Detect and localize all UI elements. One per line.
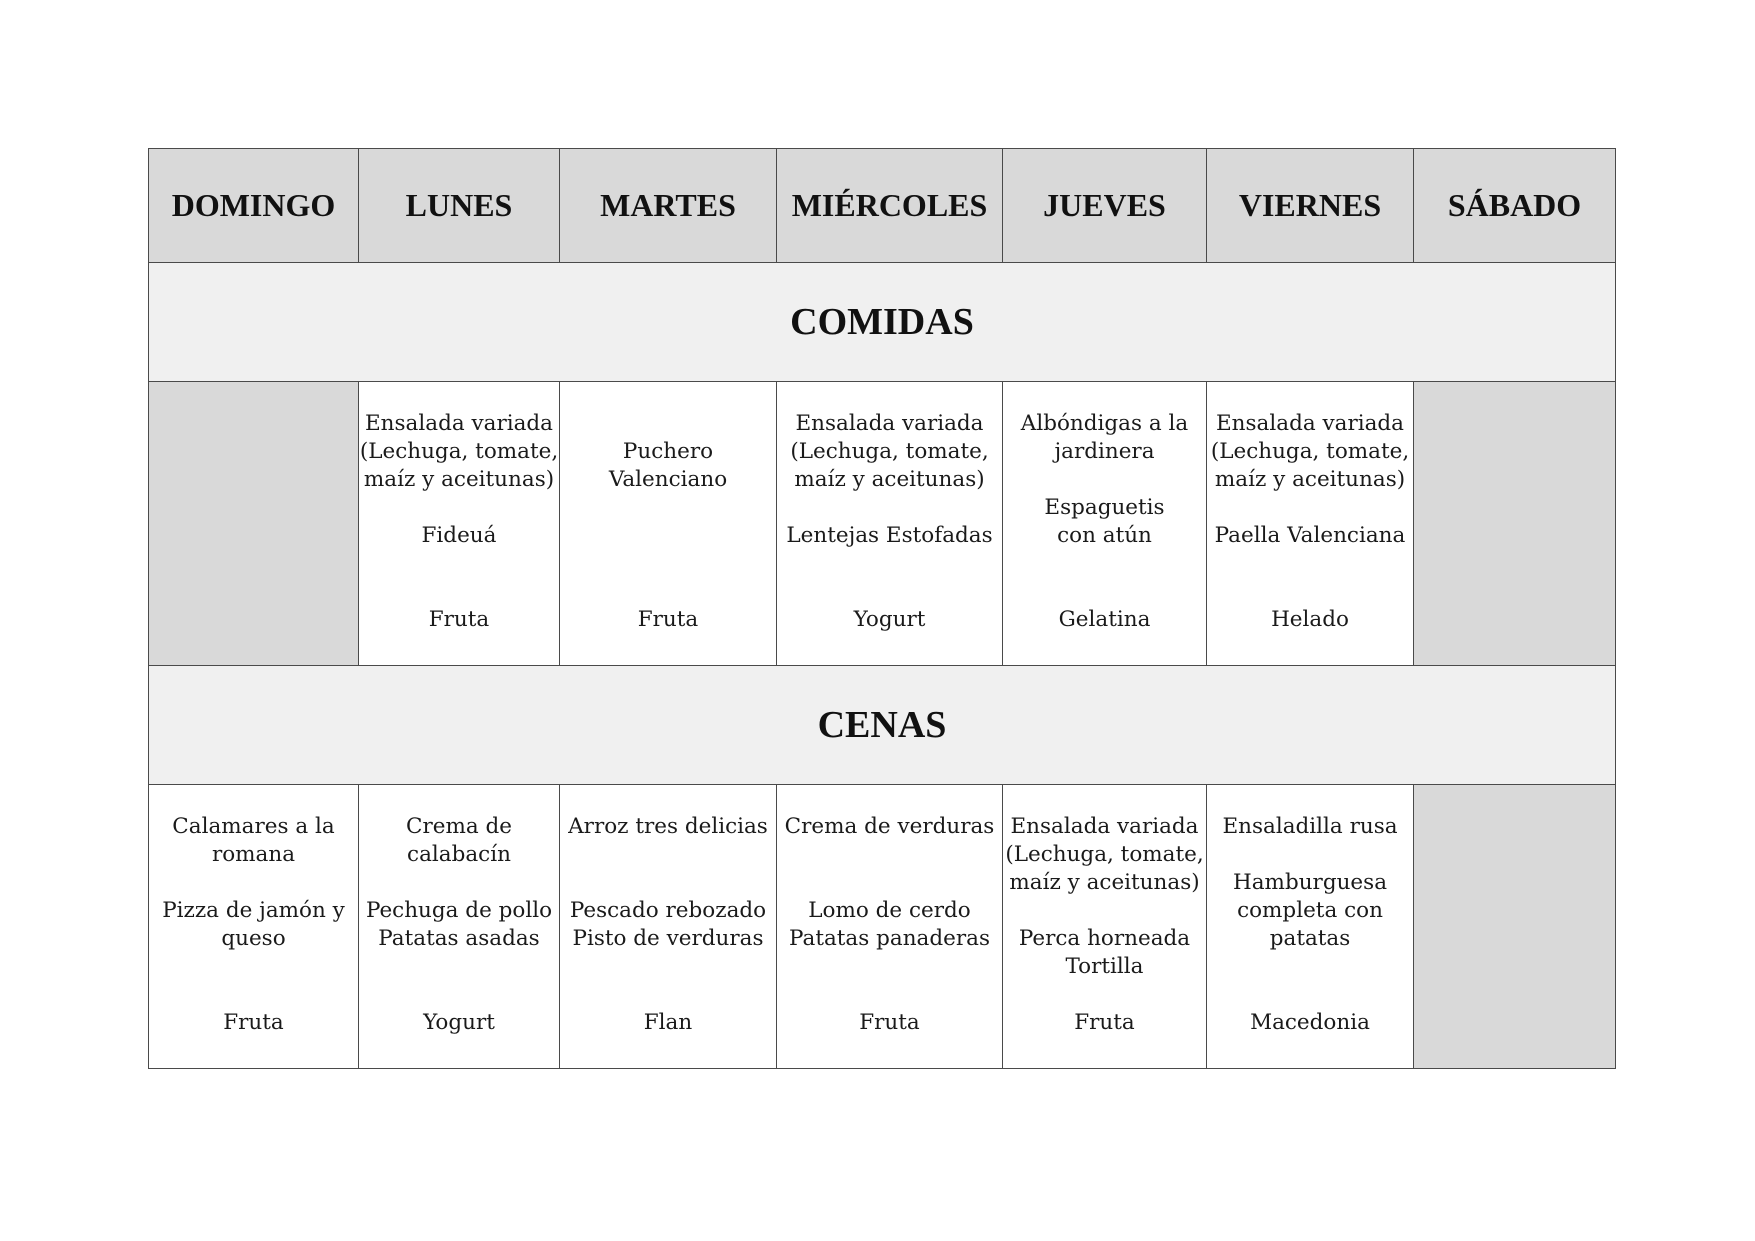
meal-cell-cenas-domingo — [149, 785, 359, 1069]
menu-item-text: Pechuga de pollo — [365, 898, 553, 924]
section-title-cenas: CENAS — [149, 665, 1616, 784]
menu-item-text: Ensalada variada — [1010, 814, 1199, 840]
meal-cell-cenas-viernes — [1207, 785, 1414, 1069]
menu-item-text: Ensalada variada — [795, 411, 984, 437]
meal-cell-cenas-sabado — [1414, 785, 1616, 1069]
meal-cell-comidas-martes — [560, 382, 777, 666]
meal-cell-cenas-miercoles — [777, 785, 1003, 1069]
menu-item-text: maíz y aceitunas) — [794, 467, 985, 493]
menu-item-text: jardinera — [1054, 439, 1155, 465]
meal-cell-comidas-domingo — [149, 382, 359, 666]
menu-item-text: (Lechuga, tomate, — [359, 439, 559, 465]
day-header-domingo: DOMINGO — [149, 149, 359, 263]
section-row-cenas — [149, 665, 1616, 784]
menu-item-text: Yogurt — [423, 1010, 495, 1036]
menu-item-text: Pescado rebozado — [569, 898, 767, 924]
menu-item-text: Lomo de cerdo — [808, 898, 971, 924]
meal-cell-cenas-martes — [560, 785, 777, 1069]
meal-cell-comidas-sabado — [1414, 382, 1616, 666]
menu-item-text: Fruta — [859, 1010, 920, 1036]
menu-item-text: Helado — [1271, 607, 1349, 633]
menu-item-text: Perca horneada — [1018, 926, 1191, 952]
menu-item-text: Patatas panaderas — [789, 926, 990, 952]
menu-item-text: Hamburguesa — [1232, 870, 1388, 896]
meal-cell-comidas-jueves — [1003, 382, 1207, 666]
menu-item-text: Crema de verduras — [784, 814, 995, 840]
menu-item-text: Ensalada variada — [1215, 411, 1405, 437]
menu-item-text: (Lechuga, tomate, — [1005, 842, 1204, 868]
menu-item-text: (Lechuga, tomate, — [790, 439, 989, 465]
menu-item-text: romana — [211, 842, 296, 868]
section-row-comidas — [149, 263, 1616, 382]
menu-item-text: Crema de — [406, 814, 512, 840]
menu-item-text: Gelatina — [1058, 607, 1151, 633]
menu-item-text: Pisto de verduras — [572, 926, 764, 952]
meal-row-comidas — [149, 382, 1616, 666]
menu-item-text: Puchero — [622, 439, 714, 465]
menu-item-text: Valenciano — [608, 467, 728, 493]
menu-item-text: Ensalada variada — [364, 411, 554, 437]
menu-item-text: (Lechuga, tomate, — [1210, 439, 1410, 465]
meal-row-cenas — [149, 785, 1616, 1069]
section-title-comidas: COMIDAS — [149, 263, 1616, 382]
menu-item-text: maíz y aceitunas) — [363, 467, 555, 493]
menu-item-text: maíz y aceitunas) — [1214, 467, 1406, 493]
menu-item-text: Pizza de jamón y — [162, 898, 345, 924]
menu-item-text: con atún — [1057, 523, 1152, 549]
day-header-sabado: SÁBADO — [1414, 149, 1616, 263]
meal-cell-cenas-jueves — [1003, 785, 1207, 1069]
menu-item-text: Calamares a la — [172, 814, 335, 840]
menu-item-text: Paella Valenciana — [1214, 523, 1406, 549]
menu-item-text: Fruta — [223, 1010, 284, 1036]
menu-item-text: Patatas asadas — [378, 926, 540, 952]
menu-item-text: Fruta — [1074, 1010, 1135, 1036]
day-header-viernes: VIERNES — [1207, 149, 1414, 263]
menu-item-text: Ensaladilla rusa — [1222, 814, 1398, 840]
menu-item-text: Yogurt — [853, 607, 926, 633]
menu-item-text: Flan — [643, 1010, 693, 1036]
menu-item-text: calabacín — [407, 842, 511, 868]
meal-cell-comidas-viernes — [1207, 382, 1414, 666]
menu-item-text: Macedonia — [1250, 1010, 1370, 1036]
menu-item-text: Fideuá — [421, 523, 497, 549]
weekly-menu-table — [148, 148, 1616, 1069]
menu-item-text: Fruta — [637, 607, 699, 633]
menu-item-text: Arroz tres delicias — [568, 814, 768, 840]
menu-item-text: Fruta — [428, 607, 490, 633]
day-header-lunes: LUNES — [359, 149, 560, 263]
day-header-jueves: JUEVES — [1003, 149, 1207, 263]
days-header-row — [149, 149, 1616, 263]
menu-item-text: queso — [221, 926, 286, 952]
menu-item-text: maíz y aceitunas) — [1009, 870, 1200, 896]
menu-item-text: completa con — [1237, 898, 1383, 924]
day-header-miercoles: MIÉRCOLES — [777, 149, 1003, 263]
day-header-martes: MARTES — [560, 149, 777, 263]
meal-cell-comidas-miercoles — [777, 382, 1003, 666]
menu-item-text: Tortilla — [1065, 954, 1144, 980]
meal-cell-cenas-lunes — [359, 785, 560, 1069]
meal-cell-comidas-lunes — [359, 382, 560, 666]
menu-item-text: patatas — [1269, 926, 1351, 952]
menu-item-text: Albóndigas a la — [1020, 411, 1189, 437]
menu-item-text: Lentejas Estofadas — [786, 523, 993, 549]
menu-item-text: Espaguetis — [1044, 495, 1165, 521]
